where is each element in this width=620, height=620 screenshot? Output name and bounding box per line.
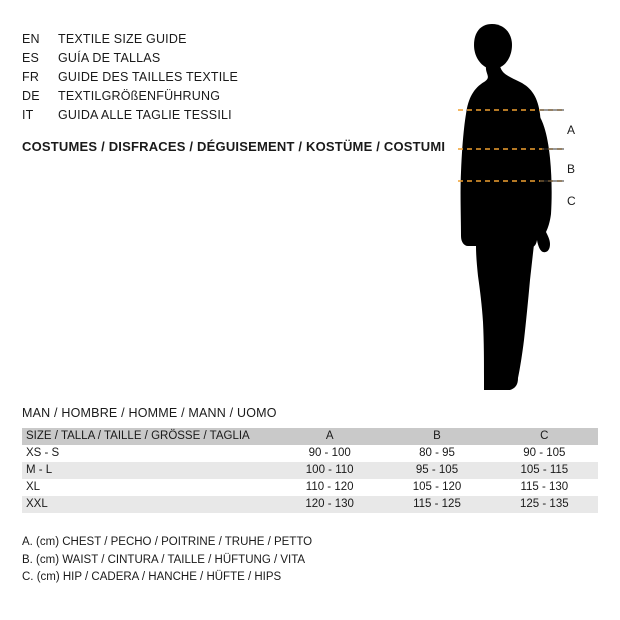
- legend-item-c: C. (cm) HIP / CADERA / HANCHE / HÜFTE / HIPS: [22, 571, 282, 583]
- cell-hip: 115 - 130: [520, 481, 569, 493]
- cell-chest: 110 - 120: [305, 481, 354, 493]
- language-title: TEXTILGRÖßENFÜHRUNG: [58, 89, 221, 103]
- measurement-legend: [22, 534, 312, 587]
- size-table: [22, 428, 598, 513]
- cell-size: XXL: [26, 498, 48, 510]
- language-title: GUÍA DE TALLAS: [58, 51, 161, 65]
- language-row: [22, 49, 422, 68]
- cell-waist: 105 - 120: [412, 481, 462, 493]
- costumes-heading: COSTUMES / DISFRACES / DÉGUISEMENT / KOSTÜME / COSTUMI: [22, 139, 446, 154]
- cell-size: XS - S: [26, 447, 60, 459]
- language-title: TEXTILE SIZE GUIDE: [58, 32, 187, 46]
- measure-label-b: B: [567, 162, 576, 176]
- table-row: [22, 462, 598, 479]
- language-code: ES: [22, 51, 40, 65]
- cell-waist: 115 - 125: [413, 498, 461, 510]
- cell-waist: 95 - 105: [415, 464, 459, 476]
- measure-label-a: A: [567, 123, 576, 137]
- table-header-size: SIZE / TALLA / TAILLE / GRÖSSE / TAGLIA: [26, 430, 250, 442]
- legend-item-a: A. (cm) CHEST / PECHO / POITRINE / TRUHE / PETTO: [22, 536, 313, 548]
- language-row: [22, 30, 422, 49]
- measure-label-c: C: [567, 194, 576, 208]
- language-code: EN: [22, 32, 40, 46]
- cell-hip: 125 - 135: [520, 498, 569, 510]
- table-header-a: A: [325, 430, 334, 442]
- table-row: [22, 479, 598, 496]
- language-row: [22, 87, 422, 106]
- table-row: [22, 445, 598, 462]
- table-header-b: B: [433, 430, 441, 442]
- language-list: [22, 30, 422, 125]
- cell-size: M - L: [26, 464, 53, 476]
- figure-illustration: [430, 22, 600, 392]
- section-title-man: MAN / HOMBRE / HOMME / MANN / UOMO: [22, 406, 277, 420]
- cell-chest: 90 - 100: [308, 447, 351, 459]
- table-header-c: C: [540, 430, 549, 442]
- cell-chest: 120 - 130: [305, 498, 354, 510]
- cell-hip: 105 - 115: [520, 464, 569, 476]
- table-row: [22, 496, 598, 513]
- cell-chest: 100 - 110: [305, 464, 354, 476]
- cell-waist: 80 - 95: [419, 447, 455, 459]
- language-code: DE: [22, 89, 40, 103]
- language-row: [22, 106, 422, 125]
- cell-hip: 90 - 105: [523, 447, 566, 459]
- language-title: GUIDA ALLE TAGLIE TESSILI: [58, 108, 232, 122]
- legend-item-b: B. (cm) WAIST / CINTURA / TAILLE / HÜFTUNG / VITA: [22, 553, 306, 566]
- language-code: FR: [22, 70, 40, 84]
- cell-size: XL: [26, 481, 41, 493]
- table-header-row: [22, 428, 598, 445]
- language-row: [22, 68, 422, 87]
- language-code: IT: [22, 108, 34, 122]
- language-title: GUIDE DES TAILLES TEXTILE: [58, 70, 239, 84]
